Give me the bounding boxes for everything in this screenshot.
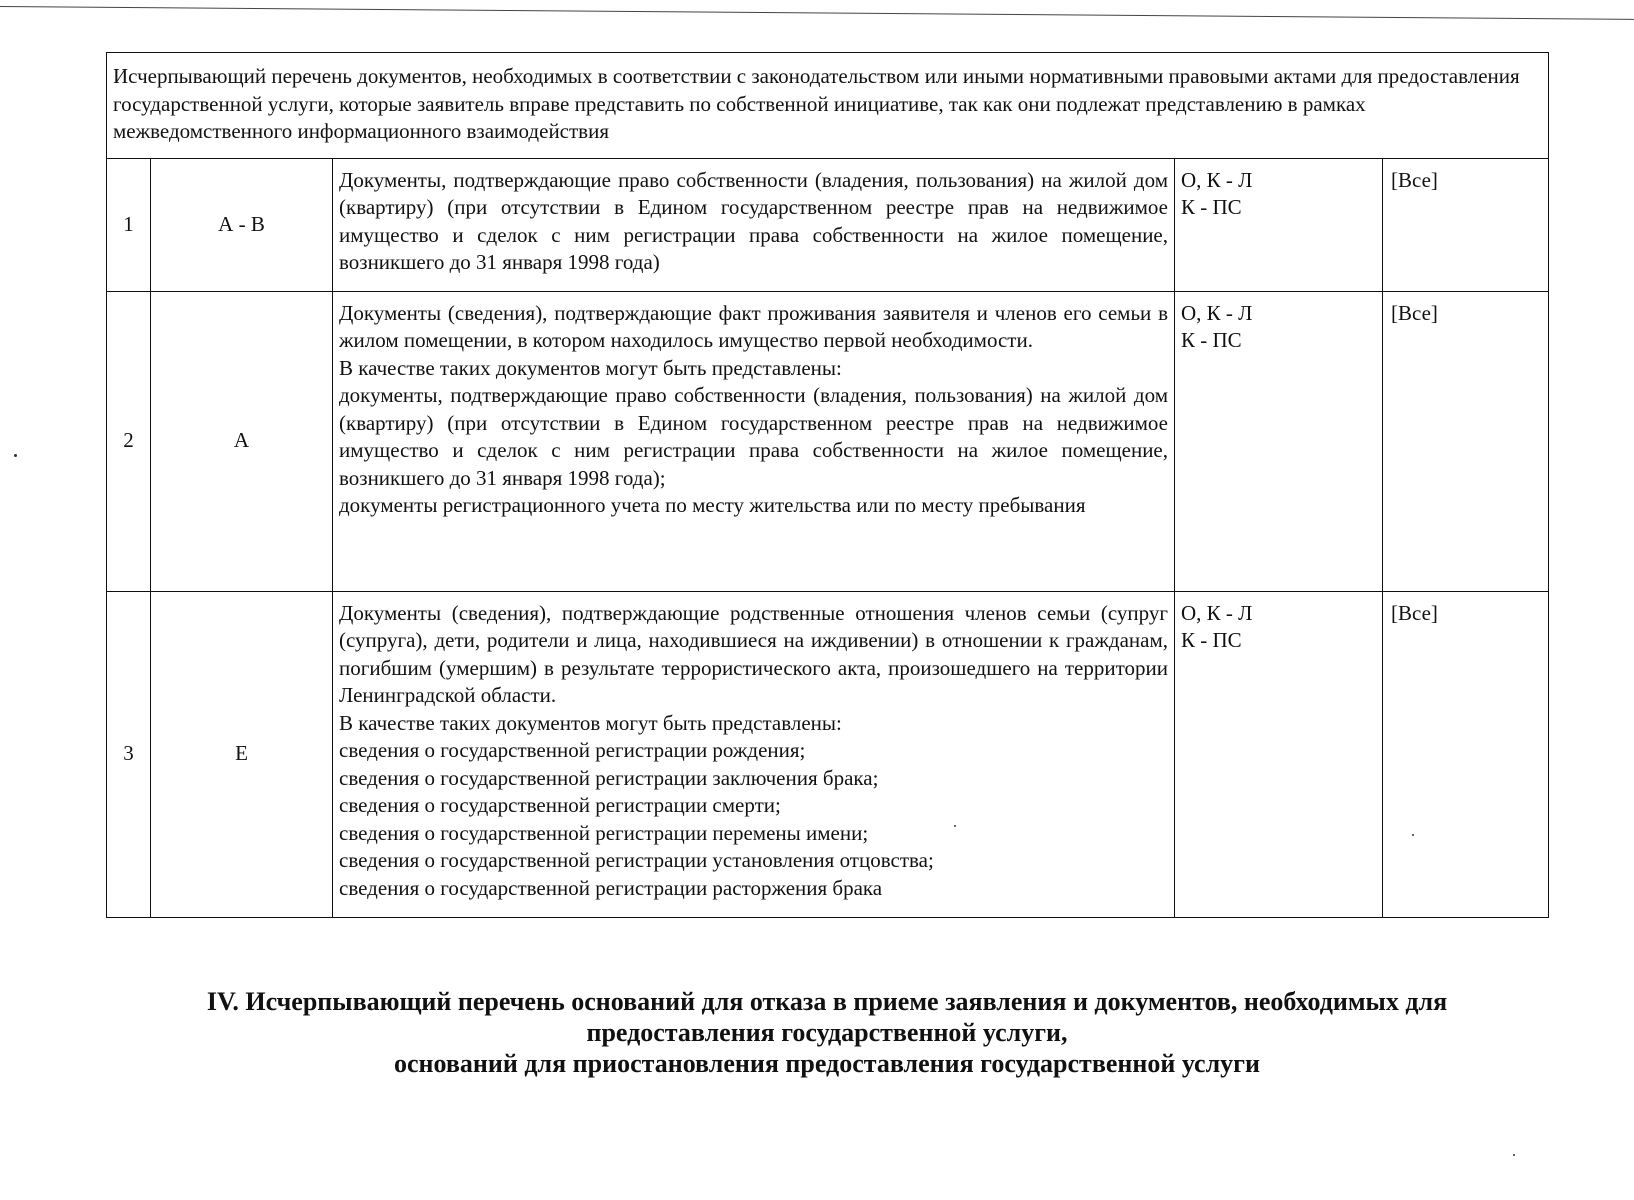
scan-speck bbox=[1513, 1154, 1515, 1156]
description-paragraph: сведения о государственной регистрации заключения брака; bbox=[339, 765, 879, 790]
row-description bbox=[333, 591, 1175, 917]
description-paragraph: документы, подтверждающие право собственности (владения, пользования) на жилой дом (квартиру) (при отсутствии в Едином государственном реестре прав на недвижимое имущество и сделок с ним регистрации права собственности на жилое помещение, возникшего до 31 января 1998 года); bbox=[339, 383, 1168, 490]
scan-top-edge bbox=[0, 6, 1634, 20]
section-heading-line: IV. Исчерпывающий перечень оснований для отказа в приеме заявления и документов, необходимых для bbox=[206, 987, 1448, 1016]
method-line: К - ПС bbox=[1181, 628, 1242, 652]
description-paragraph: Документы (сведения), подтверждающие родственные отношения членов семьи (супруг (супруга), дети, родители и лица, находившиеся на иждивении) в отношении к гражданам, погибшим (умершим) в результате террористического акта, произошедшего на территории Ленинградской области. bbox=[339, 600, 1168, 707]
documents-table bbox=[106, 52, 1549, 918]
description-paragraph: В качестве таких документов могут быть представлены: bbox=[339, 710, 842, 735]
table-header-text: Исчерпывающий перечень документов, необходимых в соответствии с законодательством или иными нормативными правовыми актами для предоставления государственной услуги, которые заявитель вправе представить по собственной инициативе, так как они подлежат представлению в рамках межведомственного информационного взаимодействия bbox=[107, 53, 1549, 159]
description-paragraph: сведения о государственной регистрации смерти; bbox=[339, 793, 781, 817]
description-paragraph: документы регистрационного учета по месту жительства или по месту пребывания bbox=[339, 493, 1086, 517]
row-description bbox=[333, 291, 1175, 591]
description-paragraph: сведения о государственной регистрации перемены имени; bbox=[339, 820, 869, 845]
row-applicant: [Все] bbox=[1383, 291, 1549, 591]
method-line: О, К - Л bbox=[1181, 167, 1253, 192]
method-line: К - ПС bbox=[1181, 195, 1242, 219]
row-description bbox=[333, 158, 1175, 291]
table-row bbox=[107, 291, 1549, 591]
row-code: А - В bbox=[151, 158, 333, 291]
row-code: А bbox=[151, 291, 333, 591]
description-paragraph: сведения о государственной регистрации расторжения брака bbox=[339, 875, 883, 900]
scan-speck bbox=[954, 825, 956, 827]
row-applicant: [Все] bbox=[1383, 158, 1549, 291]
row-number: 1 bbox=[107, 158, 151, 291]
table-header-row bbox=[107, 53, 1549, 159]
row-number: 3 bbox=[107, 591, 151, 917]
row-method bbox=[1175, 158, 1383, 291]
row-method bbox=[1175, 291, 1383, 591]
section-heading-line: оснований для приостановления предоставления государственной услуги bbox=[394, 1049, 1260, 1078]
section-heading bbox=[106, 986, 1548, 1079]
description-paragraph: Документы (сведения), подтверждающие факт проживания заявителя и членов его семьи в жилом помещении, в котором находилось имущество первой необходимости. bbox=[339, 300, 1168, 352]
table-row bbox=[107, 158, 1549, 291]
scan-speck bbox=[14, 454, 17, 457]
method-line: К - ПС bbox=[1181, 328, 1242, 352]
row-number: 2 bbox=[107, 291, 151, 591]
section-heading-line: предоставления государственной услуги, bbox=[586, 1018, 1068, 1047]
description-paragraph: Документы, подтверждающие право собственности (владения, пользования) на жилой дом (квартиру) (при отсутствии в Едином государственном реестре прав на недвижимое имущество и сделок с ним регистрации права собственности на жилое помещение, возникшего до 31 января 1998 года) bbox=[339, 167, 1168, 274]
table-row bbox=[107, 591, 1549, 917]
description-paragraph: сведения о государственной регистрации установления отцовства; bbox=[339, 848, 934, 872]
row-method bbox=[1175, 591, 1383, 917]
method-line: О, К - Л bbox=[1181, 600, 1253, 625]
description-paragraph: В качестве таких документов могут быть представлены: bbox=[339, 355, 842, 380]
row-applicant: [Все] bbox=[1383, 591, 1549, 917]
method-line: О, К - Л bbox=[1181, 300, 1253, 325]
scan-speck bbox=[1412, 834, 1414, 836]
row-code: Е bbox=[151, 591, 333, 917]
description-paragraph: сведения о государственной регистрации рождения; bbox=[339, 738, 806, 762]
